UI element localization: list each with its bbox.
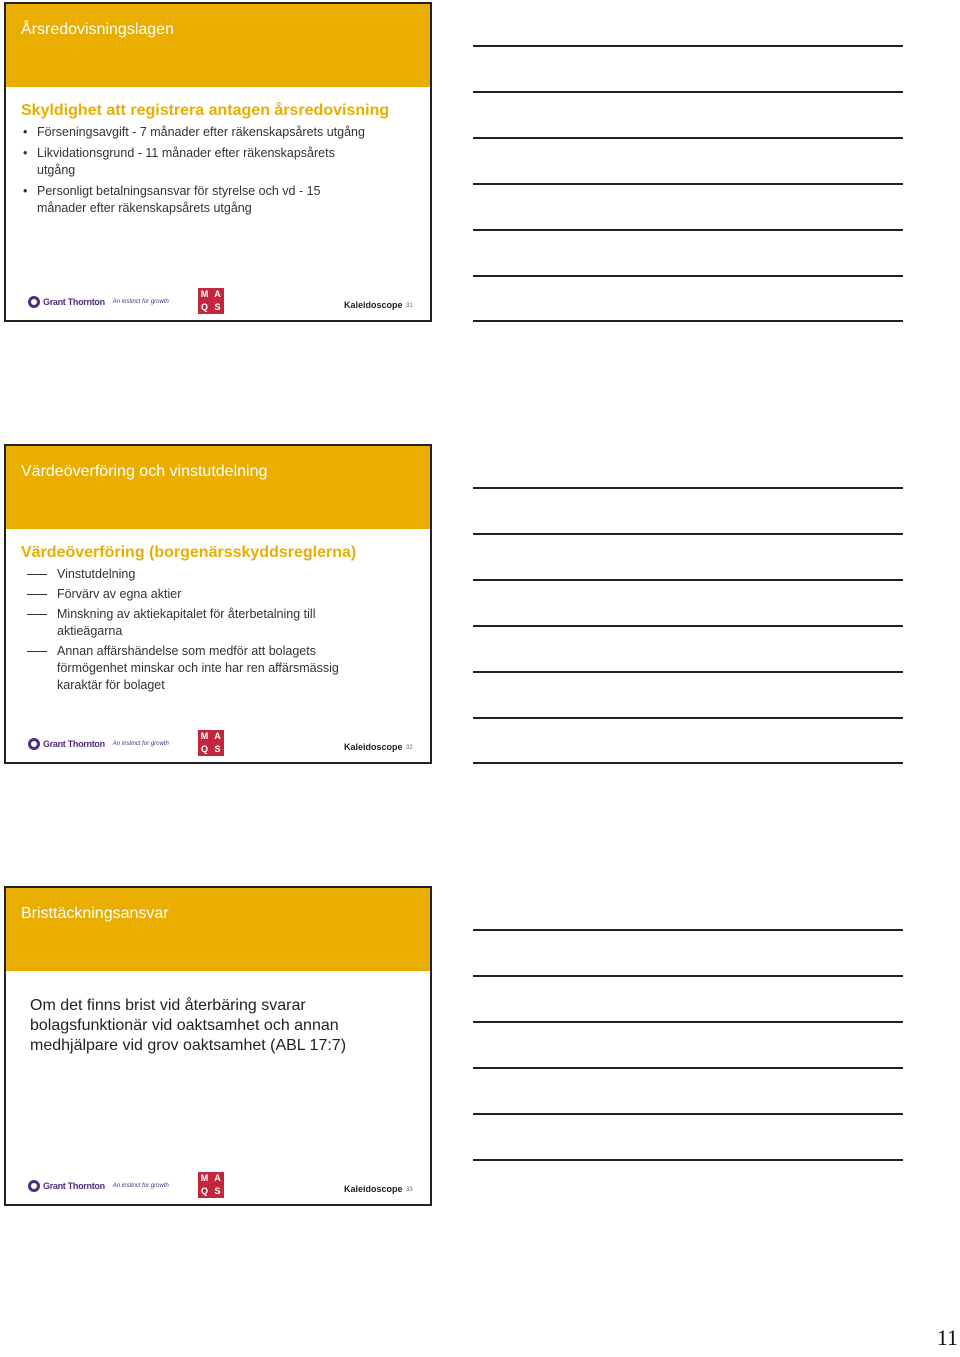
slide-body <box>30 996 420 1056</box>
grant-thornton-icon <box>28 1180 40 1192</box>
slide-body <box>21 102 420 221</box>
grant-thornton-logo: Grant Thornton An instinct for growth <box>28 1180 169 1192</box>
note-line <box>473 975 903 977</box>
note-line <box>473 625 903 627</box>
note-line <box>473 671 903 673</box>
note-line <box>473 929 903 931</box>
note-line <box>473 487 903 489</box>
dash-icon <box>27 594 47 595</box>
note-line <box>473 533 903 535</box>
note-line <box>473 1159 903 1161</box>
list-item: • Likvidationsgrund - 11 månader efter räkenskapsårets utgång <box>23 146 335 177</box>
grant-thornton-icon <box>28 738 40 750</box>
slide-title-band <box>6 4 430 87</box>
slide-32 <box>4 444 432 764</box>
list-item: • Personligt betalningsansvar för styrelse och vd - 15 månader efter räkenskapsårets utgång <box>23 184 321 215</box>
slide-title: Årsredovisningslagen <box>21 21 174 38</box>
slide-footer <box>6 726 430 762</box>
note-line <box>473 183 903 185</box>
grant-thornton-logo: Grant Thornton An instinct for growth <box>28 296 169 308</box>
maqs-logo: M A Q S <box>198 730 224 756</box>
note-line <box>473 1113 903 1115</box>
note-line <box>473 275 903 277</box>
list-item: Annan affärshändelse som medför att bolagets förmögenhet minskar och inte har ren affärsmässig karaktär för bolaget <box>21 643 420 694</box>
maqs-logo: M A Q S <box>198 288 224 314</box>
slide-text: Om det finns brist vid återbäring svarar bolagsfunktionär vid oaktsamhet och annan medhjälpare vid grov oaktsamhet (ABL 17:7) <box>30 997 347 1054</box>
slide-body <box>21 544 420 697</box>
dash-list <box>21 566 420 694</box>
bullet-icon: • <box>23 125 28 139</box>
kaleidoscope-logo: Kaleidoscope <box>344 300 403 310</box>
slide-heading: Värdeöverföring (borgenärsskyddsreglerna) <box>21 544 357 561</box>
maqs-logo: M A Q S <box>198 1172 224 1198</box>
slide-number: 33 <box>406 1187 413 1193</box>
list-item: Vinstutdelning <box>21 566 420 583</box>
dash-icon <box>27 614 47 615</box>
slide-31 <box>4 2 432 322</box>
slide-heading: Skyldighet att registrera antagen årsredovisning <box>21 102 390 119</box>
slide-number: 31 <box>406 303 413 309</box>
bullet-icon: • <box>23 184 28 198</box>
note-line <box>473 91 903 93</box>
slide-title: Värdeöverföring och vinstutdelning <box>21 463 268 480</box>
note-line <box>473 45 903 47</box>
grant-thornton-logo: Grant Thornton An instinct for growth <box>28 738 169 750</box>
note-line <box>473 717 903 719</box>
list-item: • Förseningsavgift - 7 månader efter räkenskapsårets utgång <box>23 125 365 139</box>
note-line <box>473 229 903 231</box>
slide-footer <box>6 284 430 320</box>
note-line <box>473 1021 903 1023</box>
bullet-list <box>21 124 420 217</box>
slide-title-band <box>6 888 430 971</box>
note-line <box>473 320 903 322</box>
page-number: 11 <box>936 1325 958 1350</box>
kaleidoscope-logo: Kaleidoscope <box>344 742 403 752</box>
list-item: Minskning av aktiekapitalet för återbetalning till aktieägarna <box>21 606 420 640</box>
slide-title-band <box>6 446 430 529</box>
slide-number: 32 <box>406 745 413 751</box>
note-line <box>473 1067 903 1069</box>
dash-icon <box>27 574 47 575</box>
bullet-icon: • <box>23 146 28 160</box>
note-line <box>473 762 903 764</box>
slide-33 <box>4 886 432 1206</box>
grant-thornton-icon <box>28 296 40 308</box>
note-line <box>473 579 903 581</box>
slide-footer <box>6 1168 430 1204</box>
list-item: Förvärv av egna aktier <box>21 586 420 603</box>
note-line <box>473 137 903 139</box>
slide-title: Bristtäckningsansvar <box>21 905 169 922</box>
dash-icon <box>27 651 47 652</box>
kaleidoscope-logo: Kaleidoscope <box>344 1184 403 1194</box>
